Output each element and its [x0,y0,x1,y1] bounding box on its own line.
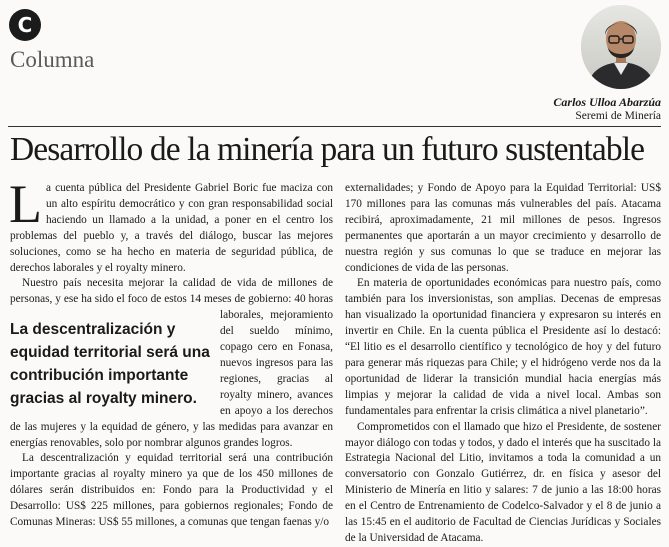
header-divider [8,126,661,127]
pull-quote: La descentralización y equidad territorial será una contribución importante gracias al royalty minero. [10,321,210,408]
section-label: Columna [10,47,95,72]
paragraph-1 [9,174,333,276]
article-column-left [9,174,334,531]
paragraph-3: La descentralización y equidad territorial será una contribución importante gracias al royalty minero ya que de los 450 millones de dólares serán distribuidos en: Fondo para la Productividad y el Desarrollo: US$ 225 millones, para gobiernos regionales; Fondo de Comunas Mineras: US$ 55 millones, a comunas que tengan faenas y/o [10,452,333,529]
article-headline: Desarrollo de la minería para un futuro sustentable [10,131,645,168]
paragraph-5: En materia de oportunidades económicas para nuestro país, como también para los inversionistas, son amplias. Decenas de empresas han visualizado la oportunidad financiera y expresaron su interés en invertir en Chile. En la cuenta pública el Presidente así lo destacó: “El litio es el desarrollo científico y tecnológico de hoy y del futuro para generar más riquezas para Chile; y el hidrógeno verde nos da la oportunidad de liderar la transición mundial hacia energías más limpias y mejorar la calidad de vida a nivel local. Ambas son fundamentales para enfrentar la crisis climática a nivel planetario”. [345,277,661,417]
paragraph-4: externalidades; y Fondo de Apoyo para la Equidad Territorial: US$ 170 millones para las comunas más vulnerables del país. Atacama recibirá, aproximadamente, 21 mil millones de pesos. Ingresos permanentes que aportarán a un mayor crecimiento y desarrollo de nuestra región y sus comunas lo que se traduce en mejorar las condiciones de vida de las personas. [345,182,661,274]
drop-cap: L [9,174,42,234]
author-name: Carlos Ulloa Abarzúa [553,95,661,109]
column-badge [9,9,41,41]
author-photo [581,5,661,89]
article-column-right [345,181,661,547]
column-badge-letter: C [17,13,33,37]
paragraph-1-text: a cuenta pública del Presidente Gabriel Boric fue maciza con un alto espíritu democrático y con gran responsabilidad social haciendo un llamado a la unidad, a poner en el centro los problemas del pueblo y, a través del diálogo, buscar las mejores soluciones, como se ha hecho en materia de seguridad pública, de derechos laborales y el royalty minero. [10,182,333,274]
author-role: Seremi de Minería [575,110,661,122]
author-portrait-image [581,5,661,89]
paragraph-6: Comprometidos con el llamado que hizo el Presidente, de sostener mayor diálogo con todas y todos, y dado el interés que ha suscitado la Estrategia Nacional del Litio, invitamos a toda la comunidad a un conversatorio con Gonzalo Gutiérrez, dr. en física y asesor del Ministerio de Minería en litio y salares: 7 de junio a las 18:00 horas en el Centro de Entrenamiento de Codelco-Salvador y el 8 de junio a las 15:45 en el auditorio de Facultad de Ciencias Jurídicas y Sociales de la Universidad de Atacama. [345,420,661,544]
paragraph-2: Nuestro país necesita mejorar la calidad de vida de millones de personas, y ese ha sido el foco de estos 14 meses de gobierno: La descentralización y equidad territorial será una contribución importante gracias al royalty minero. 40 horas laborales, mejoramiento del sueldo mínimo, copago cero en Fonasa, nuevos ingresos para las regiones, gracias al royalty minero, avances en apoyo a los derechos de las mujeres y la equidad de género, y las medidas para avanzar en energías renovables, solo por nombrar algunos grandes logros. [10,277,334,449]
